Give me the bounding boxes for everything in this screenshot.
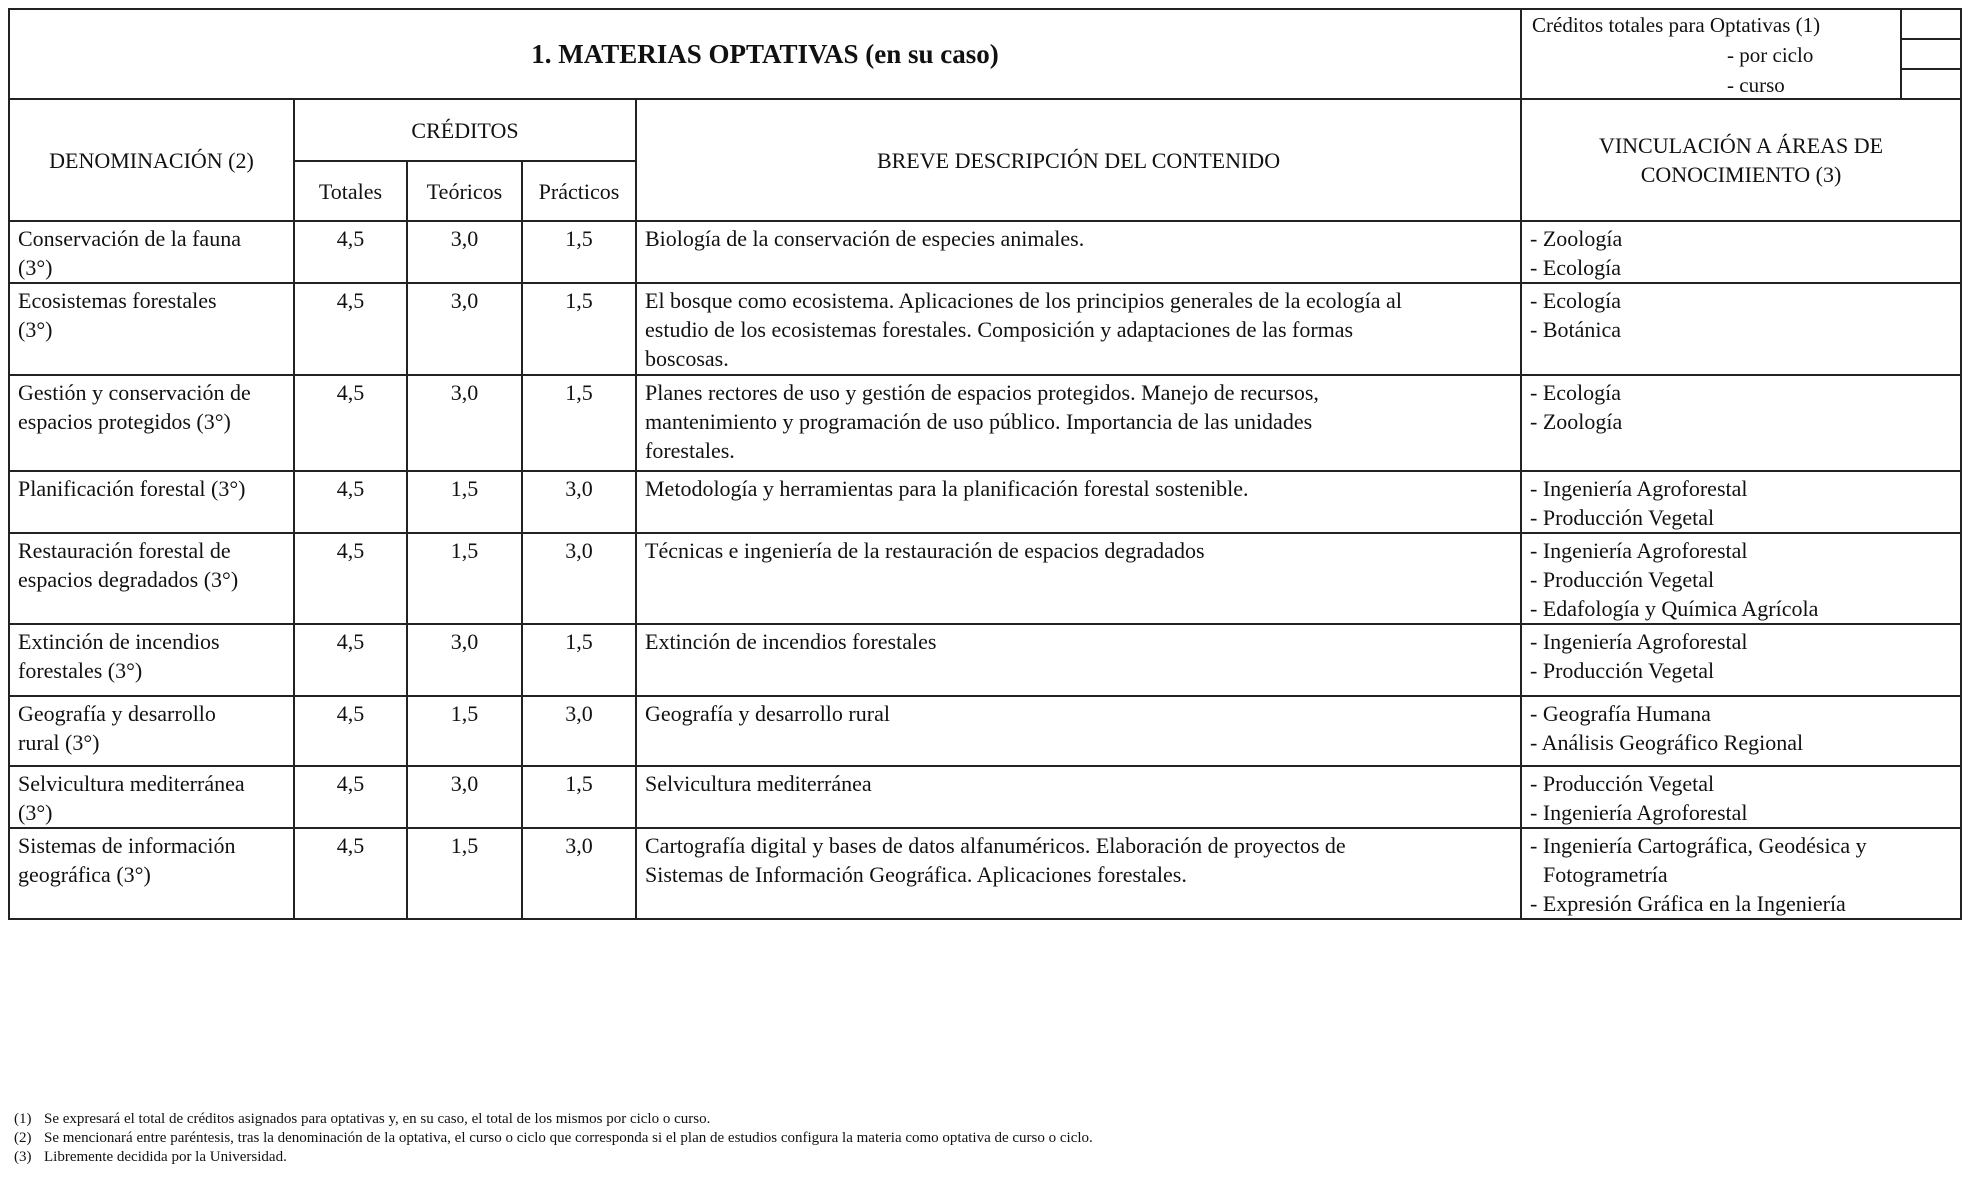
knowledge-area-item: - Producción Vegetal	[1530, 658, 1715, 683]
credits-theory-cell: 3,0	[407, 766, 522, 828]
practicos-header: Prácticos	[522, 161, 636, 221]
credits-practice-cell: 3,0	[522, 533, 636, 624]
credits-practice-cell: 3,0	[522, 828, 636, 919]
footnote-number: (2)	[14, 1130, 32, 1146]
credits-practice-cell: 1,5	[522, 283, 636, 375]
subject-name-line: Selvicultura mediterránea	[18, 771, 245, 796]
knowledge-areas-cell	[1521, 696, 1961, 766]
knowledge-area-item: - Producción Vegetal	[1530, 567, 1715, 592]
footnote-text: Se mencionará entre paréntesis, tras la denominación de la optativa, el curso o ciclo que corresponda si el plan de estudios configura la materia como optativa de curso o ciclo.	[44, 1130, 1093, 1146]
title-row	[9, 9, 1961, 99]
table-row	[9, 533, 1961, 624]
subject-name-line: Conservación de la fauna	[18, 226, 241, 251]
description-cell	[636, 624, 1521, 696]
table-row	[9, 375, 1961, 471]
subject-name-line: forestales (3°)	[18, 658, 143, 683]
vinculacion-header-line1: VINCULACIÓN A ÁREAS DE	[1598, 133, 1884, 158]
credits-total-cell: 4,5	[294, 828, 407, 919]
knowledge-area-item: - Ingeniería Agroforestal	[1530, 800, 1748, 825]
page-title: 1. MATERIAS OPTATIVAS (en su caso)	[9, 9, 1521, 99]
footnote	[14, 1129, 1914, 1148]
table-row	[9, 828, 1961, 919]
credits-total-cell: 4,5	[294, 696, 407, 766]
total-credits-label: Créditos totales para Optativas (1)	[1532, 13, 1821, 37]
credits-theory-cell: 1,5	[407, 533, 522, 624]
column-header-row	[9, 99, 1961, 161]
credits-total-cell: 4,5	[294, 624, 407, 696]
knowledge-area-item: - Expresión Gráfica en la Ingeniería	[1530, 891, 1846, 916]
credits-total-cell: 4,5	[294, 766, 407, 828]
description-line: Sistemas de Información Geográfica. Aplicaciones forestales.	[645, 862, 1187, 887]
footnote-text: Libremente decidida por la Universidad.	[44, 1149, 287, 1165]
credits-total-cell: 4,5	[294, 221, 407, 283]
knowledge-area-item: - Análisis Geográfico Regional	[1530, 730, 1804, 755]
descripcion-header: BREVE DESCRIPCIÓN DEL CONTENIDO	[636, 99, 1521, 221]
subject-name-line: Ecosistemas forestales	[18, 288, 217, 313]
credits-total-cell: 4,5	[294, 283, 407, 375]
knowledge-area-item: - Producción Vegetal	[1530, 505, 1715, 530]
subject-name-cell	[9, 533, 294, 624]
subject-name-cell	[9, 221, 294, 283]
subject-name-cell	[9, 283, 294, 375]
footnote-text: Se expresará el total de créditos asignados para optativas y, en su caso, el total de los mismos por ciclo o curso.	[44, 1111, 711, 1127]
knowledge-area-item: - Producción Vegetal	[1530, 771, 1715, 796]
knowledge-areas-cell	[1521, 624, 1961, 696]
knowledge-area-item: - Edafología y Química Agrícola	[1530, 596, 1819, 621]
description-cell	[636, 696, 1521, 766]
knowledge-area-item: - Ingeniería Agroforestal	[1530, 629, 1748, 654]
description-cell	[636, 766, 1521, 828]
credits-theory-cell: 1,5	[407, 696, 522, 766]
credits-total-cell: 4,5	[294, 471, 407, 533]
description-line: Selvicultura mediterránea	[645, 771, 872, 796]
subject-name-cell	[9, 828, 294, 919]
totales-header: Totales	[294, 161, 407, 221]
table-row	[9, 283, 1961, 375]
description-line: Planes rectores de uso y gestión de espacios protegidos. Manejo de recursos,	[645, 380, 1319, 405]
subject-name-line: (3°)	[18, 317, 53, 342]
description-cell	[636, 375, 1521, 471]
per-cycle-field[interactable]	[1902, 40, 1960, 70]
description-line: mantenimiento y programación de uso público. Importancia de las unidades	[645, 409, 1313, 434]
knowledge-area-item: - Botánica	[1530, 317, 1622, 342]
credits-practice-cell: 1,5	[522, 766, 636, 828]
knowledge-areas-cell	[1521, 283, 1961, 375]
subject-name-line: espacios degradados (3°)	[18, 567, 239, 592]
subject-name-line: (3°)	[18, 800, 53, 825]
credits-theory-cell: 3,0	[407, 375, 522, 471]
credits-theory-cell: 3,0	[407, 283, 522, 375]
table-row	[9, 696, 1961, 766]
description-cell	[636, 471, 1521, 533]
description-line: El bosque como ecosistema. Aplicaciones de los principios generales de la ecología al	[645, 288, 1402, 313]
knowledge-areas-cell	[1521, 828, 1961, 919]
footnote	[14, 1110, 1914, 1129]
subject-name-line: espacios protegidos (3°)	[18, 409, 231, 434]
knowledge-area-item: - Ecología	[1530, 255, 1622, 280]
knowledge-areas-cell	[1521, 766, 1961, 828]
credits-total-cell: 4,5	[294, 375, 407, 471]
credits-theory-cell: 1,5	[407, 471, 522, 533]
subject-name-line: geográfica (3°)	[18, 862, 151, 887]
knowledge-areas-cell	[1521, 533, 1961, 624]
knowledge-areas-cell	[1521, 471, 1961, 533]
optional-subjects-table	[8, 8, 1962, 920]
knowledge-area-item: Fotogrametría	[1543, 862, 1668, 887]
credits-practice-cell: 3,0	[522, 471, 636, 533]
table-row	[9, 471, 1961, 533]
knowledge-areas-cell	[1521, 375, 1961, 471]
subject-name-line: Planificación forestal (3°)	[18, 476, 246, 501]
subject-name-cell	[9, 471, 294, 533]
per-cycle-label: - por ciclo	[1727, 43, 1814, 67]
total-credits-fields	[1900, 10, 1960, 98]
total-credits-field[interactable]	[1902, 10, 1960, 40]
description-cell	[636, 828, 1521, 919]
subject-name-line: (3°)	[18, 255, 53, 280]
vinculacion-header	[1521, 99, 1961, 221]
description-line: boscosas.	[645, 346, 729, 371]
knowledge-area-item: - Ecología	[1530, 380, 1622, 405]
description-line: Geografía y desarrollo rural	[645, 701, 890, 726]
description-line: Técnicas e ingeniería de la restauración de espacios degradados	[645, 538, 1205, 563]
credits-theory-cell: 3,0	[407, 221, 522, 283]
description-line: estudio de los ecosistemas forestales. Composición y adaptaciones de las formas	[645, 317, 1354, 342]
creditos-header: CRÉDITOS	[294, 99, 636, 161]
subject-name-line: Gestión y conservación de	[18, 380, 251, 405]
knowledge-area-item: - Geografía Humana	[1530, 701, 1711, 726]
description-line: Biología de la conservación de especies animales.	[645, 226, 1085, 251]
credits-practice-cell: 3,0	[522, 696, 636, 766]
description-line: Extinción de incendios forestales	[645, 629, 937, 654]
footnote-number: (3)	[14, 1149, 32, 1165]
per-course-label: - curso	[1727, 73, 1785, 97]
subject-name-line: Sistemas de información	[18, 833, 236, 858]
subject-name-line: Extinción de incendios	[18, 629, 220, 654]
per-course-field[interactable]	[1902, 70, 1960, 98]
subject-name-cell	[9, 624, 294, 696]
knowledge-area-item: - Ingeniería Agroforestal	[1530, 476, 1748, 501]
footnotes	[14, 1110, 1914, 1167]
table-row	[9, 221, 1961, 283]
teoricos-header: Teóricos	[407, 161, 522, 221]
credits-practice-cell: 1,5	[522, 221, 636, 283]
knowledge-area-item: - Ingeniería Cartográfica, Geodésica y	[1530, 833, 1867, 858]
vinculacion-header-line2: CONOCIMIENTO (3)	[1640, 162, 1842, 187]
credits-total-cell: 4,5	[294, 533, 407, 624]
credits-practice-cell: 1,5	[522, 375, 636, 471]
knowledge-area-item: - Zoología	[1530, 409, 1623, 434]
knowledge-area-item: - Zoología	[1530, 226, 1623, 251]
knowledge-area-item: - Ecología	[1530, 288, 1622, 313]
subject-name-line: rural (3°)	[18, 730, 100, 755]
subject-name-line: Restauración forestal de	[18, 538, 231, 563]
denominacion-header: DENOMINACIÓN (2)	[9, 99, 294, 221]
subject-name-cell	[9, 696, 294, 766]
credits-practice-cell: 1,5	[522, 624, 636, 696]
total-credits-box	[1521, 9, 1961, 99]
table-row	[9, 766, 1961, 828]
credits-theory-cell: 1,5	[407, 828, 522, 919]
knowledge-area-item: - Ingeniería Agroforestal	[1530, 538, 1748, 563]
description-line: Cartografía digital y bases de datos alfanuméricos. Elaboración de proyectos de	[645, 833, 1346, 858]
description-cell	[636, 533, 1521, 624]
table-row	[9, 624, 1961, 696]
footnote-number: (1)	[14, 1111, 32, 1127]
description-line: forestales.	[645, 438, 735, 463]
description-cell	[636, 221, 1521, 283]
footnote	[14, 1148, 1914, 1167]
knowledge-areas-cell	[1521, 221, 1961, 283]
description-line: Metodología y herramientas para la planificación forestal sostenible.	[645, 476, 1249, 501]
subject-name-cell	[9, 375, 294, 471]
subject-name-line: Geografía y desarrollo	[18, 701, 216, 726]
description-cell	[636, 283, 1521, 375]
credits-theory-cell: 3,0	[407, 624, 522, 696]
subject-name-cell	[9, 766, 294, 828]
